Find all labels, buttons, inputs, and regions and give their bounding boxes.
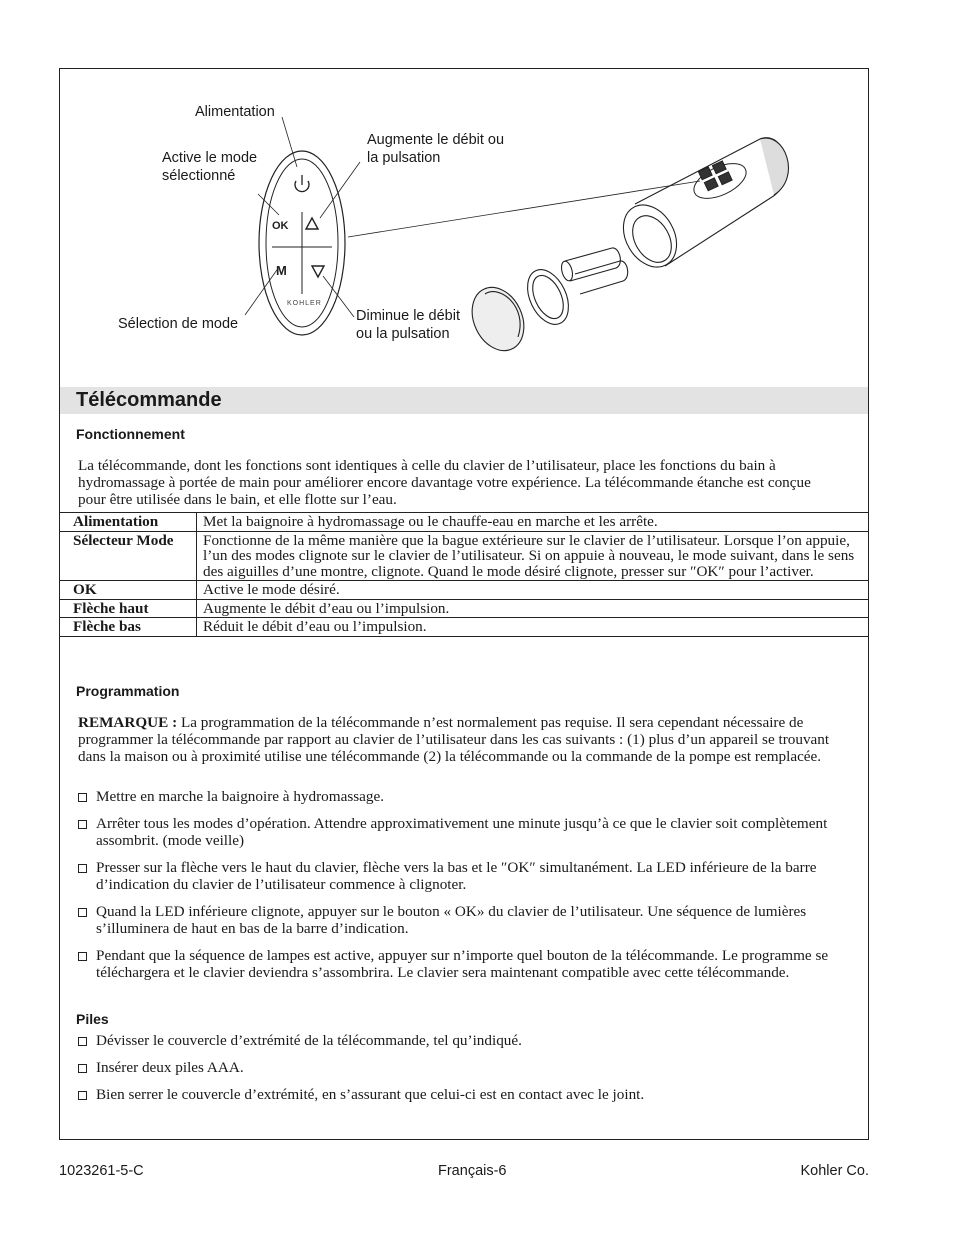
programming-heading: Programmation	[76, 683, 180, 699]
checkbox-icon	[78, 1064, 87, 1073]
label-power: Alimentation	[195, 104, 275, 120]
seal-ring	[519, 263, 576, 331]
list-item	[78, 1059, 838, 1076]
table-row	[60, 513, 868, 532]
step-text: Dévisser le couvercle d’extrémité de la télécommande, tel qu’indiqué.	[96, 1032, 522, 1049]
list-item	[78, 859, 838, 893]
checkbox-icon	[78, 793, 87, 802]
label-mode: Sélection de mode	[118, 316, 239, 332]
step-text: Mettre en marche la baignoire à hydromassage.	[96, 788, 385, 805]
power-icon	[295, 175, 309, 192]
battery-icon	[565, 248, 620, 281]
battery-steps	[78, 1032, 838, 1103]
function-key: Alimentation	[60, 513, 197, 532]
programming-steps	[78, 788, 838, 981]
list-item	[78, 947, 838, 981]
brand-label: KOHLER	[287, 300, 322, 307]
checkbox-icon	[78, 864, 87, 873]
batteries-heading: Piles	[76, 1011, 109, 1027]
footer-doc-number: 1023261-5-C	[59, 1163, 144, 1179]
label-ok	[162, 149, 272, 185]
section-title: Télécommande	[76, 389, 222, 411]
function-desc: Met la baignoire à hydromassage ou le chauffe-eau en marche et les arrête.	[197, 513, 869, 532]
programming-note	[78, 714, 838, 765]
table-row	[60, 531, 868, 581]
functions-table	[60, 512, 868, 637]
list-item	[78, 1086, 838, 1103]
footer-company: Kohler Co.	[800, 1163, 869, 1179]
function-desc: Active le mode désiré.	[197, 581, 869, 600]
ok-key-label: OK	[272, 220, 289, 232]
mode-key-label: M	[276, 263, 287, 278]
checkbox-icon	[78, 1037, 87, 1046]
checkbox-icon	[78, 908, 87, 917]
function-desc: Fonctionne de la même manière que la bague extérieure sur le clavier de l’utilisateur. Lorsque l’on appuie, l’un des modes clignote sur le clavier de l’utilisateur. Si on appuie à nouveau, le mode suivant, dans le sens des aiguilles d’une montre, clignote. Quand le mode désiré clignote, presser sur ″OK″ pour l’activer.	[197, 531, 869, 581]
function-key: Flèche haut	[60, 599, 197, 618]
label-down-text: Diminue le débit ou la pulsation	[356, 308, 460, 342]
label-down	[356, 307, 476, 343]
step-text: Pendant que la séquence de lampes est active, appuyer sur n’importe quel bouton de la télécommande. Le programme se téléchargera et le clavier deviendra s’assombrira. Le clavier sera maintenant compatible avec cette télécommande.	[96, 947, 829, 981]
list-item	[78, 788, 838, 805]
checkbox-icon	[78, 952, 87, 961]
function-desc: Réduit le débit d’eau ou l’impulsion.	[197, 618, 869, 637]
operation-heading: Fonctionnement	[76, 426, 185, 442]
step-text: Bien serrer le couvercle d’extrémité, en s’assurant que celui-ci est en contact avec le joint.	[96, 1086, 645, 1103]
label-ok-text: Active le mode sélectionné	[162, 150, 258, 184]
label-up	[367, 131, 507, 167]
checkbox-icon	[78, 1091, 87, 1100]
function-desc: Augmente le débit d’eau ou l’impulsion.	[197, 599, 869, 618]
step-text: Presser sur la flèche vers le haut du clavier, flèche vers la bas et le ″OK″ simultanément. La LED inférieure de la barre d’indication du clavier de l’utilisateur commence à clignoter.	[96, 859, 817, 893]
list-item	[78, 1032, 838, 1049]
function-key: OK	[60, 581, 197, 600]
note-text: La programmation de la télécommande n’est normalement pas requise. Il sera cependant nécessaire de programmer la télécommande par rapport au clavier de l’utilisateur dans les cas suivants : (1) plus d’un appareil se trouvant dans la maison ou à proximité utilise une télécommande (2) la télécommande ou la commande de la pompe est remplacée.	[78, 714, 830, 765]
table-row	[60, 599, 868, 618]
intro-paragraph: La télécommande, dont les fonctions sont identiques à celle du clavier de l’utilisateur, place les fonctions du bain à hydromassage à portée de main pour améliorer encore davantage votre expérience. La télécommande étanche est conçue pour être utilisée dans le bain, et elle flotte sur l’eau.	[78, 457, 811, 508]
list-item	[78, 815, 838, 849]
function-key: Flèche bas	[60, 618, 197, 637]
function-key: Sélecteur Mode	[60, 531, 197, 581]
table-row	[60, 618, 868, 637]
list-item	[78, 903, 838, 937]
label-up-text: Augmente le débit ou la pulsation	[367, 132, 505, 166]
arrow-up-icon	[306, 218, 318, 229]
arrow-down-icon	[312, 266, 324, 277]
step-text: Arrêter tous les modes d’opération. Attendre approximativement une minute jusqu’à ce que le clavier soit complètement assombrit. (mode veille)	[96, 815, 828, 849]
note-label: REMARQUE :	[78, 714, 178, 731]
footer-page: Français-6	[438, 1163, 507, 1179]
checkbox-icon	[78, 820, 87, 829]
table-row	[60, 581, 868, 600]
step-text: Insérer deux piles AAA.	[96, 1059, 244, 1076]
step-text: Quand la LED inférieure clignote, appuyer sur le bouton « OK» du clavier de l’utilisateur. Une séquence de lumières s’illuminera de haut en bas de la barre d’indication.	[96, 903, 807, 937]
section-title-bar	[60, 387, 868, 414]
remote-exploded-view	[462, 138, 788, 359]
